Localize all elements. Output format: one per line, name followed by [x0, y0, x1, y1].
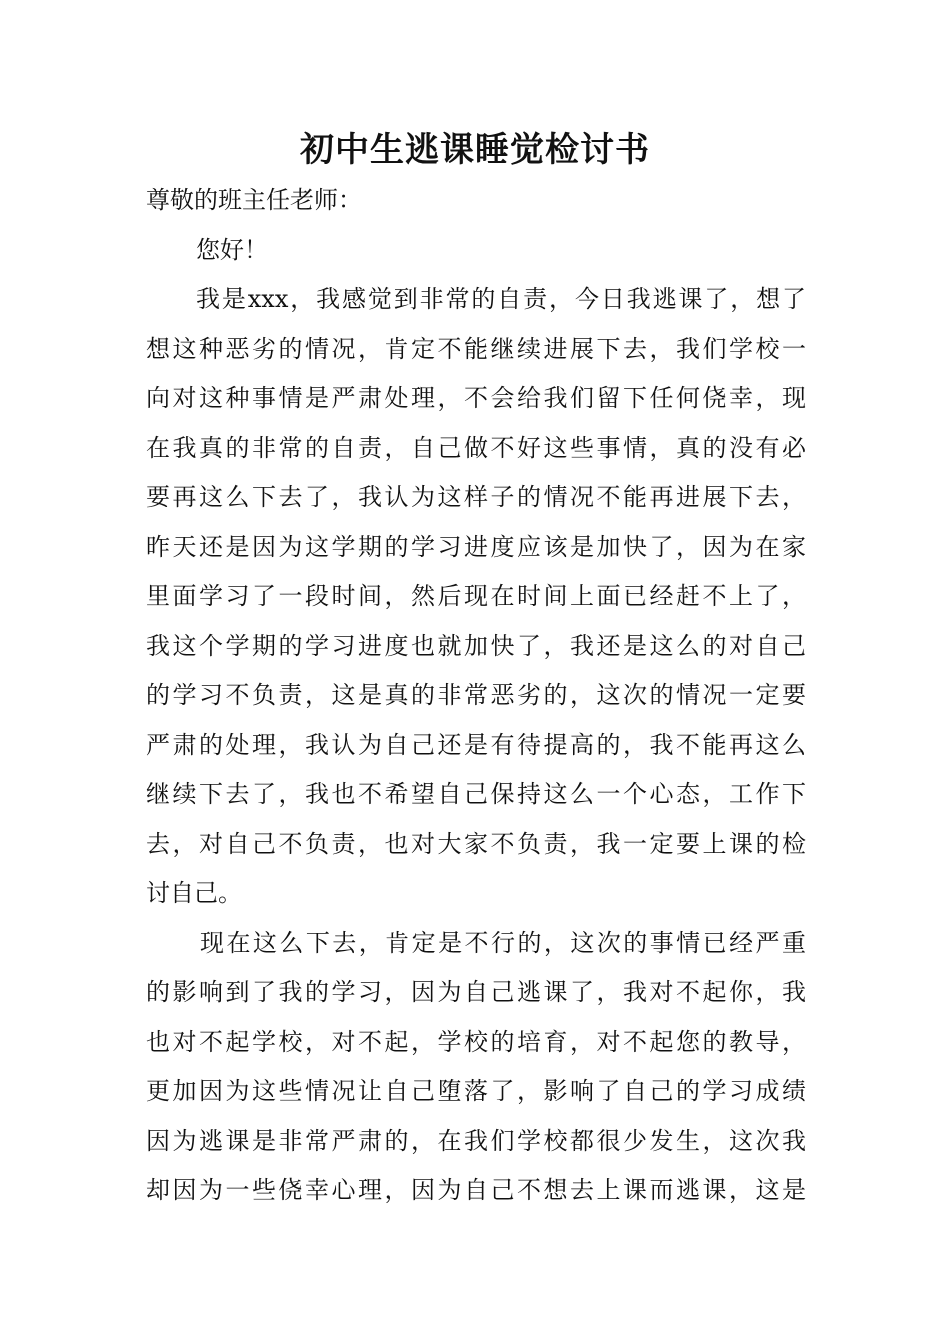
paragraph-2-line-3: 也对不起学校，对不起，学校的培育，对不起您的教导，: [146, 1027, 806, 1056]
document-body: [146, 176, 806, 1216]
salutation: 尊敬的班主任老师：: [146, 186, 362, 214]
paragraph-2-line-5: 因为逃课是非常严肃的，在我们学校都很少发生，这次我: [146, 1126, 806, 1155]
paragraph-1-line-13: 讨自己。: [146, 879, 242, 907]
paragraph-1-line-3: 向对这种事情是严肃处理，不会给我们留下任何侥幸，现: [146, 384, 806, 412]
paragraph-2-line-2: 的影响到了我的学习，因为自己逃课了，我对不起你，我: [146, 978, 806, 1006]
document-title: 初中生逃课睡觉检讨书: [300, 130, 650, 170]
paragraph-1-line-9: 的学习不负责，这是真的非常恶劣的，这次的情况一定要: [146, 681, 806, 709]
greeting: 您好！: [196, 235, 268, 264]
paragraph-1-line-1: 我是xxx，我感觉到非常的自责，今日我逃课了，想了: [196, 285, 806, 313]
paragraph-2-line-6: 却因为一些侥幸心理，因为自己不想去上课而逃课，这是: [146, 1176, 806, 1204]
paragraph-1-line-7: 里面学习了一段时间，然后现在时间上面已经赶不上了，: [146, 582, 806, 610]
paragraph-1-line-5: 要再这么下去了，我认为这样子的情况不能再进展下去，: [146, 483, 806, 511]
paragraph-1-line-10: 严肃的处理，我认为自己还是有待提高的，我不能再这么: [146, 730, 806, 759]
paragraph-1-line-2: 想这种恶劣的情况，肯定不能继续进展下去，我们学校一: [146, 334, 806, 363]
paragraph-1-line-12: 去，对自己不负责，也对大家不负责，我一定要上课的检: [146, 829, 806, 858]
paragraph-2-line-1: 现在这么下去，肯定是不行的，这次的事情已经严重: [200, 928, 806, 957]
paragraph-1-line-4: 在我真的非常的自责，自己做不好这些事情，真的没有必: [146, 433, 806, 462]
paragraph-1-line-8: 我这个学期的学习进度也就加快了，我还是这么的对自己: [146, 631, 806, 660]
paragraph-2-line-4: 更加因为这些情况让自己堕落了，影响了自己的学习成绩: [146, 1077, 806, 1105]
paragraph-1-line-11: 继续下去了，我也不希望自己保持这么一个心态，工作下: [146, 780, 806, 808]
paragraph-1-line-6: 昨天还是因为这学期的学习进度应该是加快了，因为在家: [146, 532, 806, 561]
